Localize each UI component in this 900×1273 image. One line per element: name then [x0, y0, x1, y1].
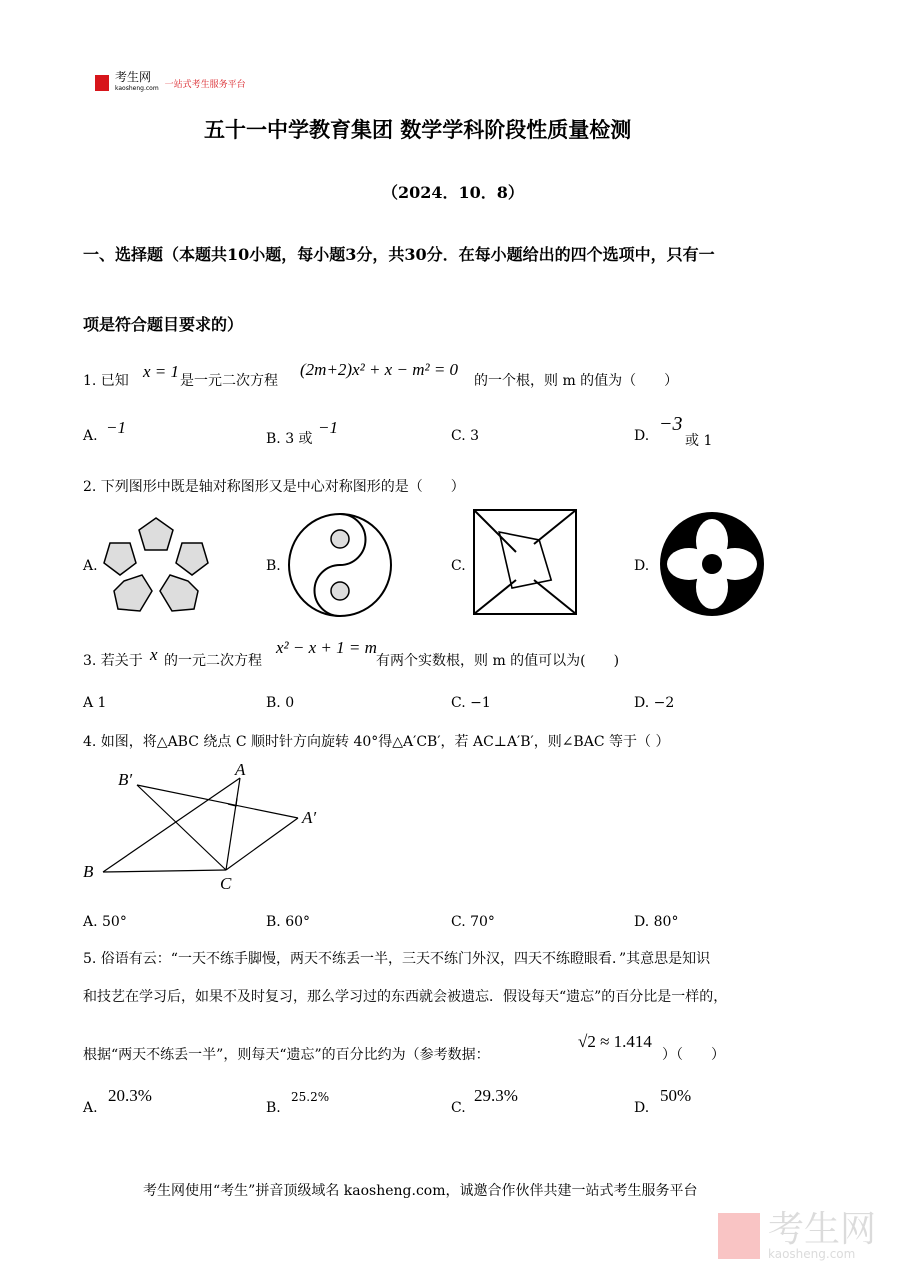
option-c: C. 70° — [451, 914, 495, 930]
option-c: C. −1 — [451, 695, 491, 711]
option-label: A. — [83, 558, 98, 574]
q3-equation: x² − x + 1 = m — [276, 638, 377, 657]
option-b: B. 60° — [266, 914, 311, 930]
q1-equation: (2m+2)x² + x − m² = 0 — [300, 360, 459, 379]
pentagons-figure — [100, 515, 212, 617]
q1-text: 的一个根，则 m 的值为（ ） — [474, 373, 679, 389]
watermark — [718, 1209, 877, 1261]
point-label: B — [83, 862, 94, 881]
option-value: 25.2% — [291, 1090, 330, 1104]
q5-math: √2 ≈ 1.414 — [578, 1032, 652, 1051]
point-label: C — [220, 874, 232, 893]
option-c: C. 3 — [451, 428, 480, 444]
option-label: A. — [83, 428, 98, 444]
q3-text: 3. 若关于 — [83, 653, 143, 669]
option-value: 20.3% — [108, 1086, 152, 1105]
option-a: A. 50° — [83, 914, 127, 930]
yin-yang-figure — [287, 512, 393, 618]
footer-text: 考生网使用“考生”拼音顶级域名 kaosheng.com，诚邀合作伙伴共建一站式考生服务平台 — [143, 1183, 698, 1199]
q4-text: 4. 如图，将△ABC 绕点 C 顺时针方向旋转 40°得△A′CB′，若 AC⊥A′B′，则∠BAC 等于（ ） — [83, 734, 670, 750]
pinwheel-square-figure — [472, 508, 578, 616]
option-value: −3 — [659, 413, 683, 435]
logo-name: 考生网 — [115, 70, 152, 84]
option-label: D. — [634, 428, 650, 444]
section-heading: 一、选择题（本题共10小题，每小题3分，共30分．在每小题给出的四个选项中，只有一 — [83, 245, 715, 264]
q3-text: 的一元二次方程 — [164, 653, 262, 669]
section-heading-cont: 项是符合题目要求的） — [83, 315, 244, 334]
point-label: A — [235, 760, 246, 779]
q1-text: 是一元二次方程 — [180, 373, 278, 389]
q5-text: 和技艺在学习后，如果不及时复习，那么学习过的东西就会被遗忘．假设每天“遗忘”的百分比是一样的， — [83, 989, 728, 1005]
q2-text: 2. 下列图形中既是轴对称图形又是中心对称图形的是（ ） — [83, 479, 465, 495]
q1-text: 1. 已知 — [83, 373, 129, 389]
option-label: B. — [266, 558, 281, 574]
option-d: D. −2 — [634, 695, 675, 711]
option-label: C. — [451, 1100, 466, 1116]
page-title: 五十一中学教育集团 数学学科阶段性质量检测 — [204, 117, 632, 142]
option-b: B. 0 — [266, 695, 295, 711]
q3-text: 有两个实数根，则 m 的值可以为( ) — [376, 653, 620, 669]
q5-text: 根据“两天不练丢一半”，则每天“遗忘”的百分比约为（参考数据： — [83, 1047, 490, 1063]
option-value: 29.3% — [474, 1086, 518, 1105]
option-label: A. — [83, 1100, 98, 1116]
point-label: A′ — [302, 808, 317, 827]
point-label: B′ — [118, 770, 133, 789]
watermark-name: 考生网 — [768, 1209, 877, 1250]
exam-date: （2024．10．8） — [382, 183, 524, 202]
option-label: D. — [634, 558, 650, 574]
four-petal-circle-figure — [658, 510, 766, 618]
option-value: −1 — [106, 418, 126, 437]
option-d: D. 80° — [634, 914, 679, 930]
option-value: 50% — [660, 1086, 692, 1105]
option-label: B. — [266, 1100, 281, 1116]
q1-math: x = 1 — [143, 362, 180, 381]
option-value: 或 1 — [685, 433, 713, 449]
q3-math: x — [150, 645, 158, 664]
option-label: C. — [451, 558, 466, 574]
slogan: 一站式考生服务平台 — [164, 79, 246, 90]
watermark-domain: kaosheng.com — [768, 1247, 856, 1261]
header-logo — [95, 72, 246, 94]
q5-text: ）（ ） — [662, 1047, 725, 1063]
option-label: D. — [634, 1100, 650, 1116]
option-label: B. 3 或 — [266, 431, 313, 447]
q5-text: 5. 俗语有云：“一天不练手脚慢，两天不练丢一半，三天不练门外汉，四天不练瞪眼看．”其意思是知识 — [83, 951, 711, 967]
option-value: −1 — [318, 418, 338, 437]
watermark-logo-icon — [718, 1213, 760, 1259]
logo-mark-icon — [95, 75, 109, 91]
logo-domain: kaosheng.com — [115, 85, 159, 92]
option-a: A 1 — [83, 695, 107, 711]
